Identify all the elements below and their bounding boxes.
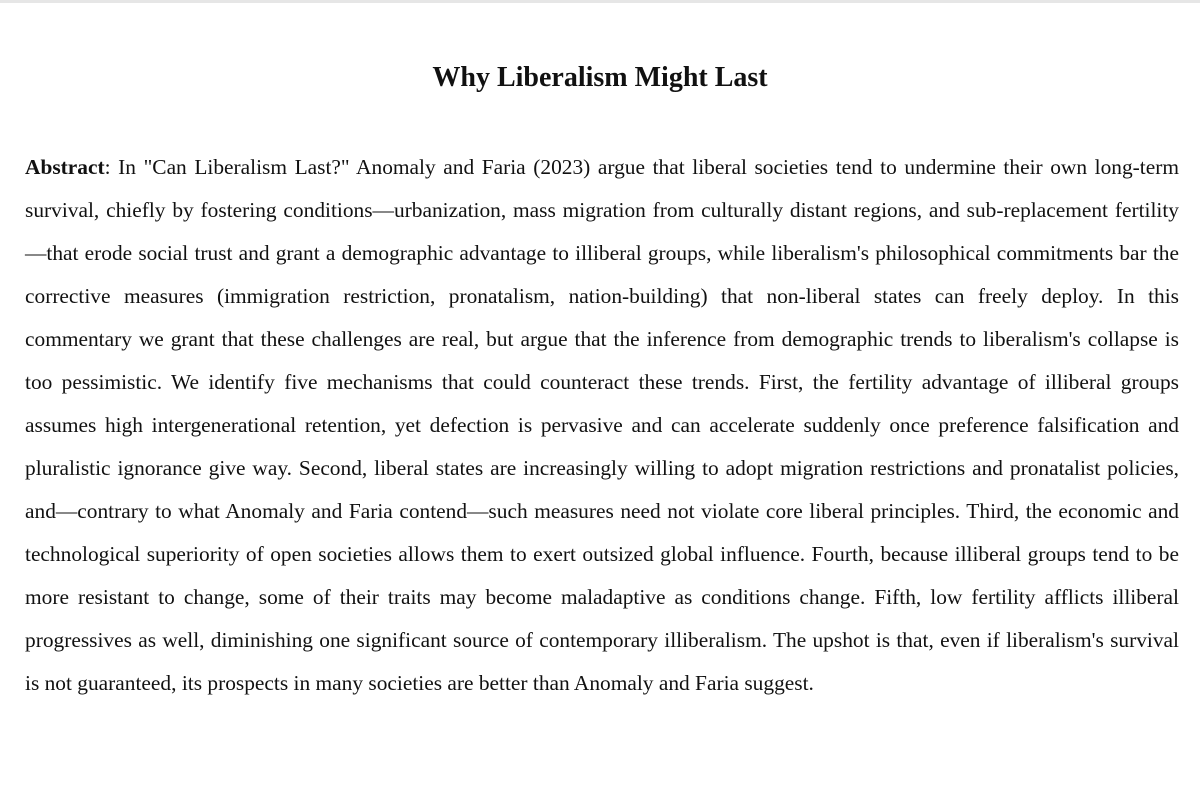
abstract-label: Abstract [25, 155, 105, 179]
abstract-text: In "Can Liberalism Last?" Anomaly and Faria (2023) argue that liberal societies tend to undermine their own long-term survival, chiefly by fostering conditions—urbanization, mass migration from culturally distant regions, and sub-replacement fertility—that erode social trust and grant a demographic advantage to illiberal groups, while liberalism's philosophical commitments bar the corrective measures (immigration restriction, pronatalism, nation-building) that non-liberal states can freely deploy. In this commentary we grant that these challenges are real, but argue that the inference from demographic trends to liberalism's collapse is too pessimistic. We identify five mechanisms that could counteract these trends. First, the fertility advantage of illiberal groups assumes high intergenerational retention, yet defection is pervasive and can accelerate suddenly once preference falsification and pluralistic ignorance give way. Second, liberal states are increasingly willing to adopt migration restrictions and pronatalist policies, and—contrary to what Anomaly and Faria contend—such measures need not violate core liberal principles. Third, the economic and technological superiority of open societies allows them to exert outsized global influence. Fourth, because illiberal groups tend to be more resistant to change, some of their traits may become maladaptive as conditions change. Fifth, low fertility afflicts illiberal progressives as well, diminishing one significant source of contemporary illiberalism. The upshot is that, even if liberalism's survival is not guaranteed, its prospects in many societies are better than Anomaly and Faria suggest. [25, 155, 1179, 695]
abstract-separator: : [104, 155, 119, 179]
paper-title: Why Liberalism Might Last [432, 62, 768, 93]
abstract-paragraph [25, 146, 1179, 705]
